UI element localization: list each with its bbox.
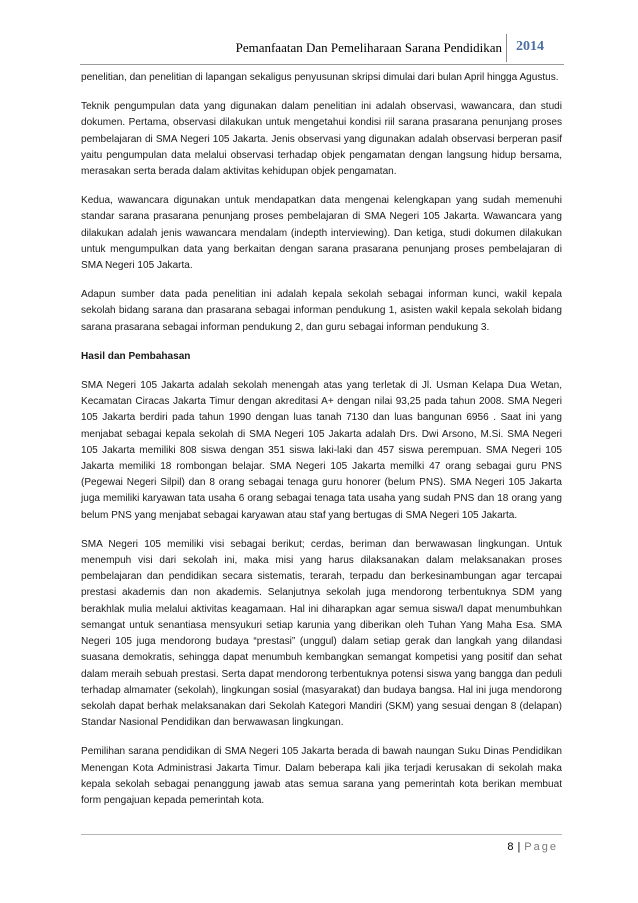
header-title: Pemanfaatan Dan Pemeliharaan Sarana Pendidikan <box>235 40 502 55</box>
section-heading: Hasil dan Pembahasan <box>81 350 191 362</box>
footer-divider <box>81 834 562 835</box>
page-header <box>80 30 564 65</box>
page-footer <box>507 841 558 853</box>
paragraph-4: Adapun sumber data pada penelitian ini adalah kepala sekolah sebagai informan kunci, wakil kepala sekolah bidang sarana dan prasarana sebagai informan pendukung 1, asisten wakil kepala sekolah bidang sarana prasarana sebagai informan pendukung 2, dan guru sebagai informan pendukung 3. <box>81 289 562 333</box>
page-number: 8 <box>507 841 514 853</box>
page-label: Page <box>524 841 558 853</box>
paragraph-3: Kedua, wawancara digunakan untuk mendapatkan data mengenai kelengkapan yang sudah memenuhi standar sarana prasarana penunjang proses pembelajaran di SMA Negeri 105 Jakarta. Wawancara yang dilakukan adalah jenis wawancara mendalam (indepth interviewing). Dan ketiga, studi dokumen dilakukan untuk mengumpulkan data yang berkaitan dengan sarana prasarana penunjang proses pembelajaran di SMA Negeri 105 Jakarta. <box>81 195 562 272</box>
paragraph-5: SMA Negeri 105 Jakarta adalah sekolah menengah atas yang terletak di Jl. Usman Kelapa Dua Wetan, Kecamatan Ciracas Jakarta Timur dengan akreditasi A+ dengan nilai 93,25 pada tahun 2008. SMA Negeri 105 Jakarta berdiri pada tahun 1990 dengan luas tanah 7130 dan luas bangunan 6956 . Saat ini yang menjabat sebagai kepala sekolah di SMA Negeri 105 Jakarta adalah Drs. Dwi Arsono, M.Si. SMA Negeri 105 Jakarta memiliki 808 siswa dengan 351 siswa laki-laki dan 457 siswa perempuan. SMA Negeri 105 Jakarta memiliki 18 rombongan belajar. SMA Negeri 105 Jakarta memilki 47 orang sebagai guru PNS (Pegewai Negeri Silpil) dan 8 orang sebagai tenaga guru honorer (belum PNS). SMA Negeri 105 Jakarta juga memiliki karyawan tata usaha 6 orang sebagai tenaga tata usaha yang sudah PNS dan 18 orang yang belum PNS yang menjabat sebagai karyawan atau staf yang bertugas di SMA Negeri 105 Jakarta. <box>81 380 562 521</box>
paragraph-2: Teknik pengumpulan data yang digunakan dalam penelitian ini adalah observasi, wawancara, dan studi dokumen. Pertama, observasi dilakukan untuk mengetahui kondisi riil sarana prasarana penunjang proses pembelajaran di SMA Negeri 105 Jakarta. Jenis observasi yang digunakan adalah observasi berperan pasif yaitu pengumpulan data melalui observasi terhadap objek pengamatan dengan langsung hidup bersama, merasakan serta berada dalam aktivitas kehidupan objek pengamatan. <box>81 101 562 178</box>
header-year: 2014 <box>516 39 544 54</box>
paragraph-7: Pemilihan sarana pendidikan di SMA Negeri 105 Jakarta berada di bawah naungan Suku Dinas Pendidikan Menengan Kota Administrasi Jakarta Timur. Dalam beberapa kali jika terjadi kerusakan di sekolah maka kepala sekolah sebagai penanggung jawab atas semua sarana yang pemerintah kota berikan membuat form pengajuan kepada pemerintah kota. <box>81 746 562 806</box>
paragraph-6: SMA Negeri 105 memiliki visi sebagai berikut; cerdas, beriman dan berwawasan lingkungan. Untuk menempuh visi dari sekolah ini, maka misi yang harus dilaksanakan dalam melaksanakan proses pembelajaran dan pendidikan secara sistematis, terarah, terpadu dan berkesinambungan agar tercapai prestasi akademis dan non akademis. Selanjutnya sekolah juga mendorong terbentuknya SDM yang berakhlak mulia melalui aktivitas keagamaan. Hal ini diharapkan agar semua siswa/I dapat menumbuhkan semangat untuk senantiasa mensyukuri setiap karunia yang diberikan oleh Tuhan Yang Maha Esa. SMA Negeri 105 juga mendorong budaya “prestasi” (unggul) dalam setiap gerak dan langkah yang dilandasi suasana demokratis, sehingga dapat menumbuh kembangkan semangat kompetisi yang positif dan sehat dalam meraih sebuah prestasi. Serta dapat mendorong terbentuknya potensi siswa yang bangga dan peduli terhadap almamater (sekolah), lingkungan sosial (masyarakat) dan budaya bangsa. Hal ini juga mendorong sekolah dapat berhak melaksanakan dari Sekolah Kategori Mandiri (SKM) yang sesuai dengan 8 (delapan) Standar Nasional Pendidikan dan berwawasan lingkungan. <box>81 538 562 729</box>
document-body <box>81 70 562 822</box>
header-divider <box>506 34 507 62</box>
footer-separator: | <box>517 841 521 853</box>
paragraph-1: penelitian, dan penelitian di lapangan sekaligus penyusunan skripsi dimulai dari bulan April hingga Agustus. <box>81 72 559 83</box>
